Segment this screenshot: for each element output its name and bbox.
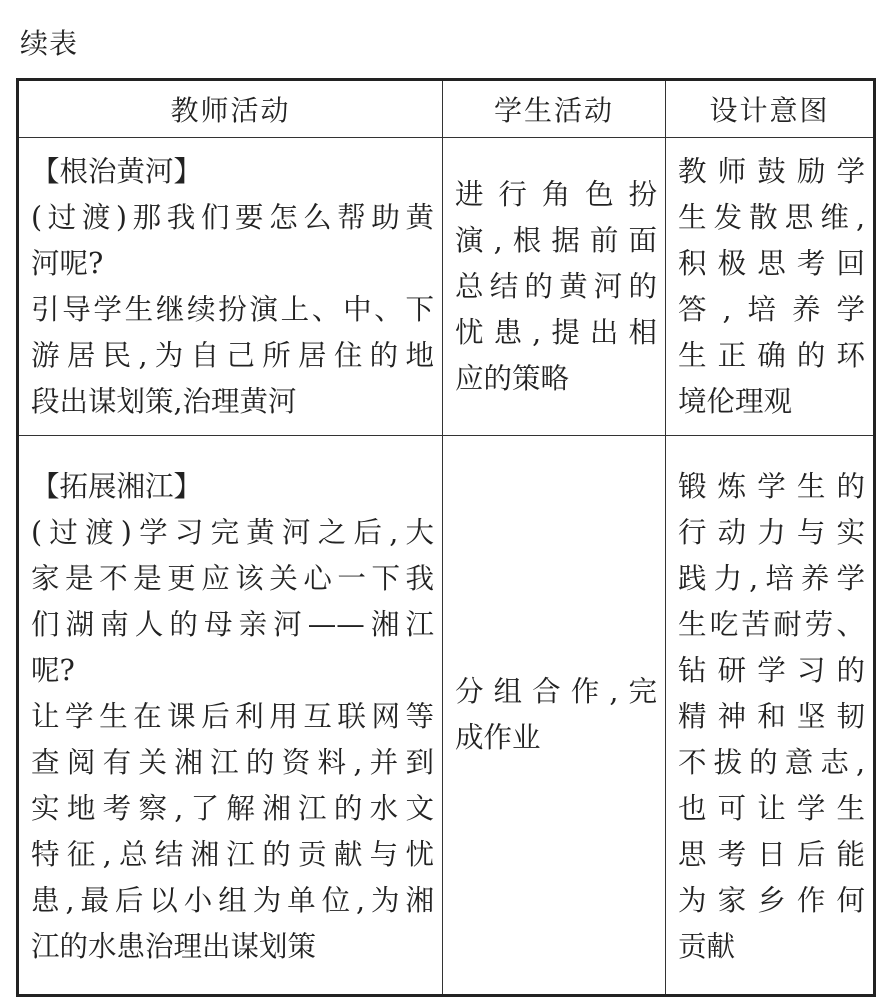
text-line: 生正确的环	[678, 338, 865, 372]
design-intent-cell	[666, 138, 875, 436]
text-line: 让学生在课后利用互联网等	[31, 700, 434, 733]
text-line: 们湖南人的母亲河——湘江	[31, 608, 434, 641]
text-line: 教师鼓励学	[678, 154, 865, 188]
table-caption: 续表	[20, 27, 79, 60]
table-row	[18, 138, 875, 436]
text-line: 锻炼学生的	[678, 470, 865, 503]
text-line: 实地考察,了解湘江的水文	[31, 792, 434, 825]
text-line: 游居民,为自己所居住的地	[31, 338, 434, 372]
lesson-plan-table	[16, 78, 876, 997]
text-line: 积极思考回	[678, 246, 865, 280]
text-line: (过渡)学习完黄河之后,大	[31, 516, 434, 549]
text-line: 段出谋划策,治理黄河	[31, 384, 297, 418]
student-activity-cell	[443, 436, 666, 996]
header-design-intent: 设计意图	[666, 80, 875, 138]
text-line: 分组合作,完	[455, 675, 657, 708]
text-line: 贡献	[678, 930, 736, 963]
text-line: 忧患,提出相	[455, 315, 657, 349]
text-line: 也可让学生	[678, 792, 865, 825]
section-title: 【根治黄河】	[31, 154, 203, 188]
text-line: 患,最后以小组为单位,为湘	[31, 884, 434, 917]
text-line: 践力,培养学	[678, 562, 865, 595]
table-header-row	[18, 80, 875, 138]
text-line: 境伦理观	[678, 384, 793, 418]
text-line: 钻研学习的	[678, 654, 865, 687]
table-row	[18, 436, 875, 996]
text-line: 江的水患治理出谋划策	[31, 930, 317, 963]
text-line: 行动力与实	[678, 516, 865, 549]
text-line: 为家乡作何	[678, 884, 865, 917]
text-line: 演,根据前面	[455, 223, 657, 257]
teacher-activity-cell	[18, 138, 443, 436]
text-line: 家是不是更应该关心一下我	[31, 562, 434, 595]
text-line: 生发散思维,	[678, 200, 865, 234]
text-line: 查阅有关湘江的资料,并到	[31, 746, 434, 779]
text-line: 应的策略	[455, 361, 570, 395]
text-line: 精神和坚韧	[678, 700, 865, 733]
text-line: 答,培养学	[678, 292, 865, 326]
text-line: 不拔的意志,	[678, 746, 865, 779]
text-line: 成作业	[455, 721, 541, 754]
header-student-activity: 学生活动	[443, 80, 666, 138]
section-title: 【拓展湘江】	[31, 470, 203, 503]
text-line: 进行角色扮	[455, 177, 657, 211]
text-line: 特征,总结湘江的贡献与忧	[31, 838, 434, 871]
design-intent-cell	[666, 436, 875, 996]
text-line: 思考日后能	[678, 838, 865, 871]
student-activity-cell	[443, 138, 666, 436]
text-line: 引导学生继续扮演上、中、下	[31, 292, 434, 326]
text-line: (过渡)那我们要怎么帮助黄	[31, 200, 434, 234]
text-line: 呢?	[31, 654, 75, 687]
text-line: 河呢?	[31, 246, 104, 280]
text-line: 生吃苦耐劳、	[678, 608, 865, 641]
header-teacher-activity: 教师活动	[18, 80, 443, 138]
teacher-activity-cell	[18, 436, 443, 996]
text-line: 总结的黄河的	[455, 269, 657, 303]
